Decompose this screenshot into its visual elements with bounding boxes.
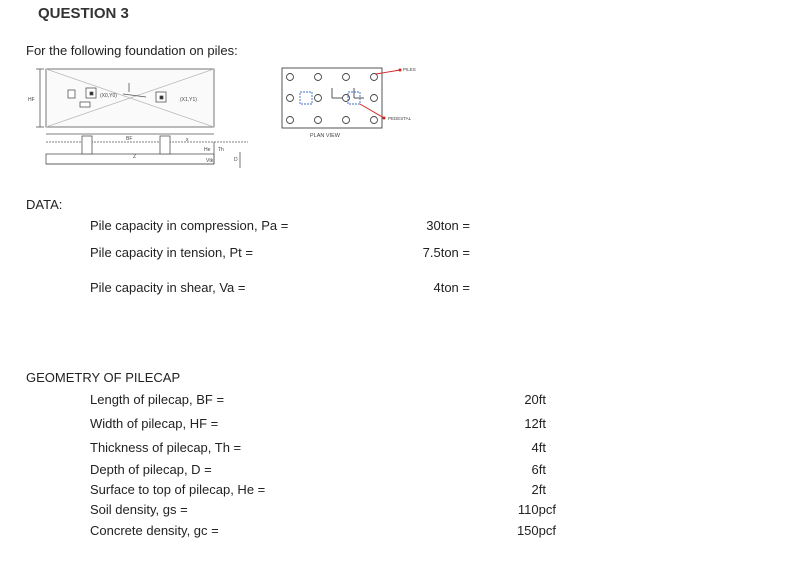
geometry-row-value: 4ft [531,440,546,455]
he-label: He [204,147,211,153]
data-row-value: 7.5ton = [422,245,470,260]
geometry-row-label: Width of pilecap, HF = [90,416,219,431]
data-row-label: Pile capacity in compression, Pa = [90,218,289,233]
geometry-row-value: 6ft [531,462,546,477]
question-title: QUESTION 3 [38,5,129,22]
geometry-row-label: Concrete density, gc = [90,523,219,538]
data-row-value: 30ton = [426,218,470,233]
geometry-row-value: 150pcf [516,523,556,538]
d-label: D [234,157,238,163]
geometry-row-label: Thickness of pilecap, Th = [90,440,242,455]
geometry-section-title: GEOMETRY OF PILECAP [26,370,181,385]
th-label: Th [218,147,224,153]
geometry-row-label: Soil density, gs = [90,502,188,517]
pt2-label: (X1,Y1) [180,97,197,103]
geometry-row-value: 12ft [524,416,546,431]
pt1-label: (X0,Y0) [100,93,117,99]
hf-label: HF [28,97,35,103]
geometry-row-value: 110pcf [517,502,556,517]
geometry-row-label: Length of pilecap, BF = [90,392,225,407]
intro-text: For the following foundation on piles: [26,43,238,58]
piles-label: PILES [403,67,416,72]
bf-label: BF [126,136,133,142]
x-label: x [186,137,189,143]
geometry-row-value: 20ft [524,392,546,407]
plan-view-caption: PLAN VIEW [310,133,340,139]
vtk-label: Vtk [206,158,214,164]
z-label: Z [133,154,137,160]
foundation-elevation-figure [28,64,253,174]
data-row-value: 4ton = [433,280,470,295]
geometry-row-label: Depth of pilecap, D = [90,462,212,477]
data-section-title: DATA: [26,197,63,212]
geometry-row-value: 2ft [531,482,546,497]
geometry-row-label: Surface to top of pilecap, He = [90,482,266,497]
plan-view-figure [280,62,420,140]
data-row-label: Pile capacity in shear, Va = [90,280,246,295]
data-row-label: Pile capacity in tension, Pt = [90,245,253,260]
pedestal-label: PEDESTAL [388,116,412,121]
